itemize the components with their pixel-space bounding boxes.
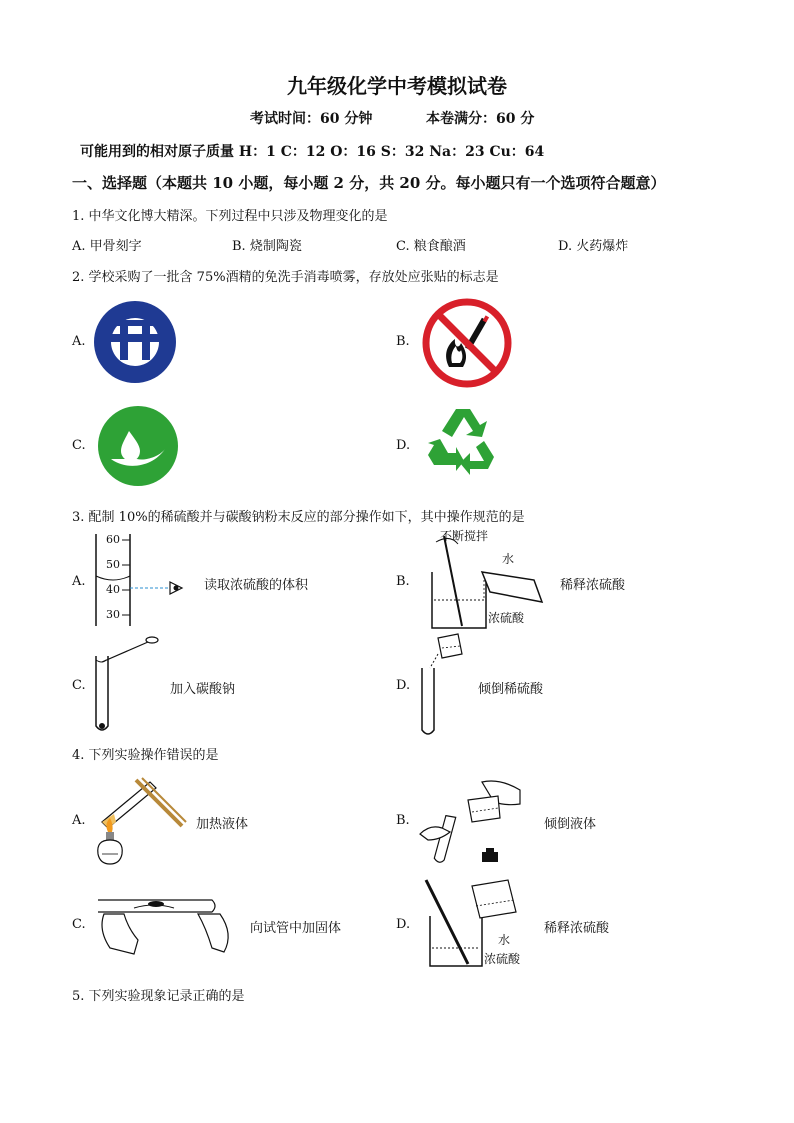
question-3-stem: 3. 配制 10%的稀硫酸并与碳酸钠粉末反应的部分操作如下，其中操作规范的是: [72, 510, 525, 525]
question-2-option-b[interactable]: B.: [396, 334, 410, 349]
question-3-option-b[interactable]: B.: [396, 574, 410, 589]
question-2-option-d[interactable]: D.: [396, 438, 411, 453]
acid-label-q3: 浓硫酸: [488, 611, 525, 625]
section-heading: 一、选择题（本题共 10 小题，每小题 2 分，共 20 分。每小题只有一个选项符合题意）: [72, 174, 666, 192]
heating-liquid-figure: [92, 772, 188, 868]
water-saving-sign-icon: [97, 405, 179, 487]
question-3-caption-c: 加入碳酸钠: [170, 682, 236, 697]
question-1-option-c[interactable]: C. 粮食酿酒: [396, 239, 466, 254]
pouring-liquid-figure: [420, 778, 530, 874]
exam-time: 考试时间：60 分钟: [250, 111, 373, 127]
question-4-caption-b: 倾倒液体: [544, 817, 597, 832]
nuclear-sign-icon: [93, 300, 177, 384]
question-4-option-c[interactable]: C.: [72, 917, 86, 932]
question-2-stem: 2. 学校采购了一批含 75%酒精的免洗手消毒喷雾，存放处应张贴的标志是: [72, 270, 499, 285]
question-4-caption-a: 加热液体: [196, 817, 249, 832]
question-1-option-d[interactable]: D. 火药爆炸: [558, 239, 629, 254]
question-3-option-a[interactable]: A.: [72, 574, 86, 589]
question-4-option-a[interactable]: A.: [72, 813, 86, 828]
page-title: 九年级化学中考模拟试卷: [287, 74, 507, 98]
question-4-caption-d: 稀释浓硫酸: [544, 921, 610, 936]
question-3-option-c[interactable]: C.: [72, 678, 86, 693]
question-3-caption-a: 读取浓硫酸的体积: [204, 578, 309, 593]
question-3-option-d[interactable]: D.: [396, 678, 411, 693]
recycle-sign-icon: [422, 405, 504, 475]
acid-label-q4: 浓硫酸: [484, 952, 521, 966]
cylinder-tick-30: 30: [106, 608, 120, 621]
question-4-option-d[interactable]: D.: [396, 917, 411, 932]
cylinder-tick-60: 60: [106, 533, 120, 546]
cylinder-tick-40: 40: [106, 583, 120, 596]
question-2-option-c[interactable]: C.: [72, 438, 86, 453]
question-4-stem: 4. 下列实验操作错误的是: [72, 748, 219, 763]
pouring-test-tube-figure: [416, 632, 472, 738]
water-label-q4: 水: [498, 933, 511, 947]
question-3-caption-d: 倾倒稀硫酸: [478, 682, 544, 697]
atomic-mass-line: 可能用到的相对原子质量 H：1 C：12 O：16 S：32 Na：23 Cu：64: [80, 144, 545, 160]
question-3-caption-b: 稀释浓硫酸: [560, 578, 626, 593]
full-score: 本卷满分：60 分: [426, 111, 535, 127]
question-4-caption-c: 向试管中加固体: [250, 921, 342, 936]
adding-solid-figure: [94, 890, 238, 958]
question-2-option-a[interactable]: A.: [72, 334, 86, 349]
question-1-stem: 1. 中华文化博大精深。下列过程中只涉及物理变化的是: [72, 209, 388, 224]
no-fire-sign-icon: [421, 297, 513, 389]
question-4-option-b[interactable]: B.: [396, 813, 410, 828]
question-5-stem: 5. 下列实验现象记录正确的是: [72, 989, 245, 1004]
cylinder-tick-50: 50: [106, 558, 120, 571]
test-tube-spoon-figure: [92, 634, 162, 736]
question-1-option-b[interactable]: B. 烧制陶瓷: [232, 239, 302, 254]
stir-label: 不断搅拌: [440, 529, 489, 543]
question-1-option-a[interactable]: A. 甲骨刻字: [72, 239, 142, 254]
water-label-q3: 水: [502, 552, 515, 566]
